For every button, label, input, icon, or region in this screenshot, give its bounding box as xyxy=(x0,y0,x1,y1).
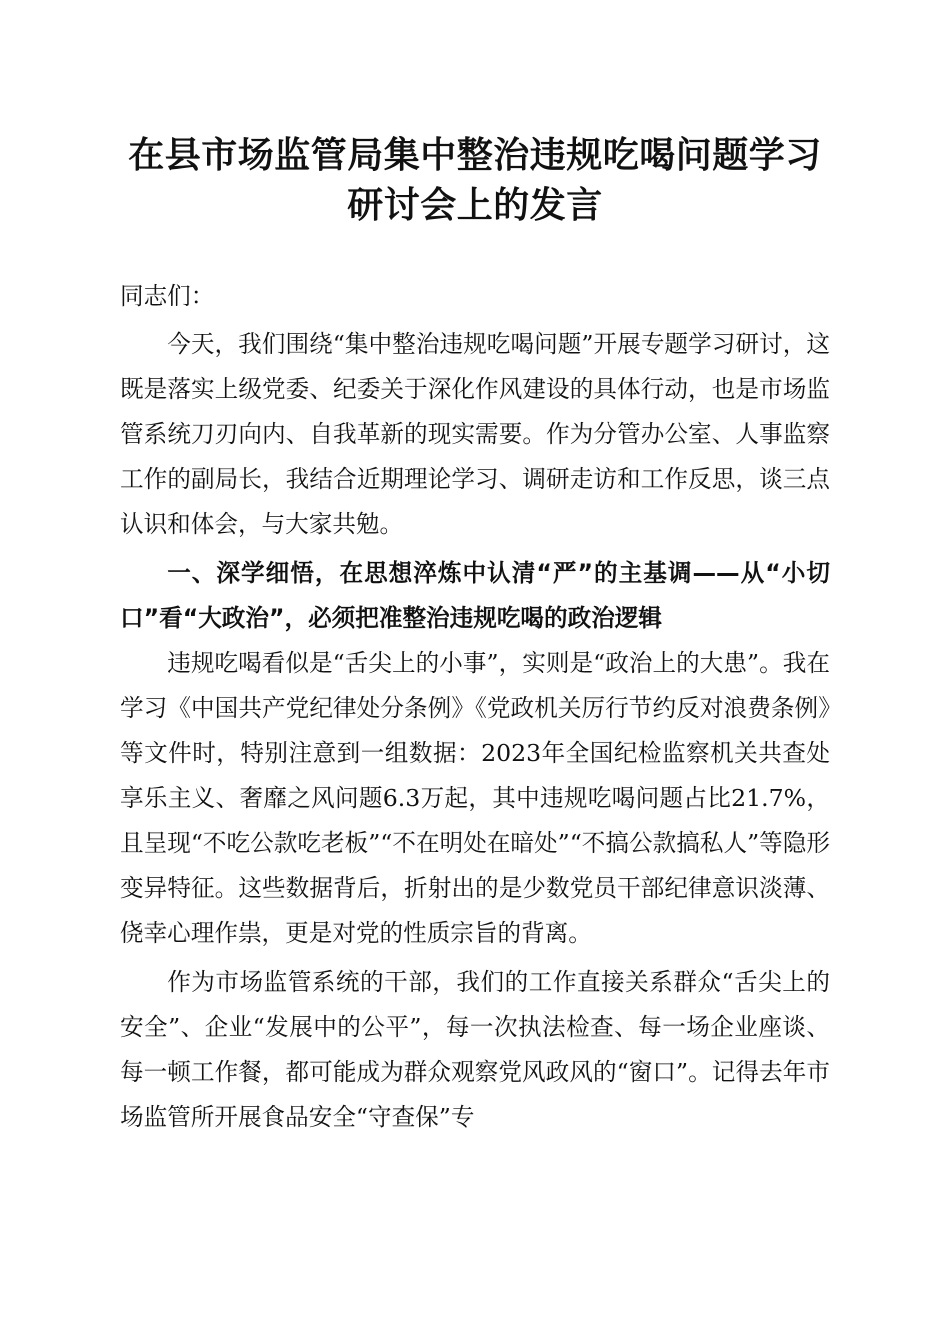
intro-paragraph: 今天，我们围绕“集中整治违规吃喝问题”开展专题学习研讨，这既是落实上级党委、纪委关于深化作风建设的具体行动，也是市场监管系统刀刃向内、自我革新的现实需要。作为分管办公室、人事监察工作的副局长，我结合近期理论学习、调研走访和工作反思，谈三点认识和体会，与大家共勉。 xyxy=(120,330,830,538)
document-title: 在县市场监管局集中整治违规吃喝问题学习研讨会上的发言 xyxy=(128,134,822,226)
section1-paragraph-2: 作为市场监管系统的干部，我们的工作直接关系群众“舌尖上的安全”、企业“发展中的公平”，每一次执法检查、每一场企业座谈、每一顿工作餐，都可能成为群众观察党风政风的“窗口”。记得去年市场监管所开展食品安全“守查保”专 xyxy=(120,968,830,1131)
section1-paragraph-1: 违规吃喝看似是“舌尖上的小事”，实则是“政治上的大患”。我在学习《中国共产党纪律处分条例》《党政机关厉行节约反对浪费条例》等文件时，特别注意到一组数据：2023年全国纪检监察机关共查处享乐主义、奢靡之风问题6.3万起，其中违规吃喝问题占比21.7%，且呈现“不吃公款吃老板”“不在明处在暗处”“不搞公款搞私人”等隐形变异特征。这些数据背后，折射出的是少数党员干部纪律意识淡薄、侥幸心理作祟，更是对党的性质宗旨的背离。 xyxy=(120,649,830,947)
section-heading-1: 一、深学细悟，在思想淬炼中认清“严”的主基调——从“小切口”看“大政治”，必须把准整治违规吃喝的政治逻辑 xyxy=(120,559,830,632)
document-page xyxy=(120,130,830,1140)
greeting: 同志们： xyxy=(120,282,215,310)
